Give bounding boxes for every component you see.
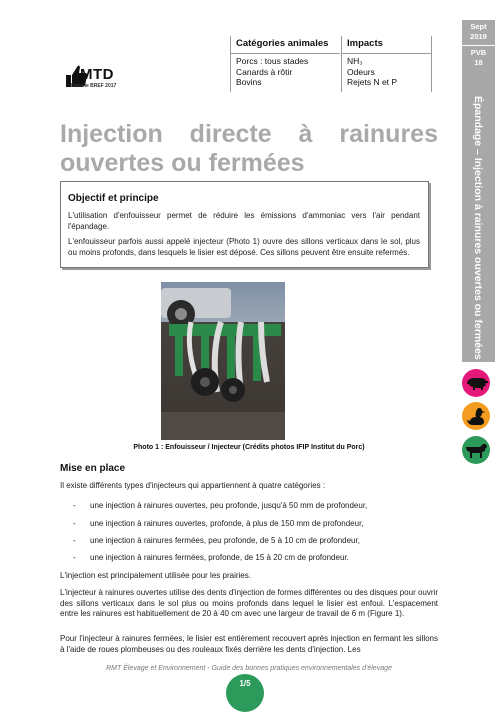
vertical-title-text: Épandage – Injection à rainures ouvertes ou fermées — [472, 96, 484, 360]
photo-caption: Photo 1 : Enfouisseur / Injecteur (Crédits photos IFIP Institut du Porc) — [133, 444, 365, 451]
logo-text: MTD — [80, 66, 114, 83]
categories-list — [236, 56, 308, 88]
code-number: 18 — [474, 58, 483, 67]
injector-photo — [161, 282, 285, 440]
impacts-list — [347, 56, 397, 88]
logo-subtitle: Dans le BREF 2017 — [71, 83, 117, 89]
code-label: PVB — [470, 48, 487, 57]
impact-item: Odeurs — [347, 66, 375, 77]
header-divider — [230, 36, 231, 92]
impact-item: NH₃ — [347, 56, 363, 66]
header-divider — [431, 36, 432, 92]
cow-icon — [462, 436, 490, 464]
section-heading: Mise en place — [60, 463, 126, 474]
bullet-dash: - — [73, 519, 76, 528]
page-title — [60, 120, 438, 178]
objective-paragraph-2: L'enfouisseur parfois aussi appelé injecteur (Photo 1) ouvre des sillons verticaux dans le sol, plus ou moins profonds, dans lesquels le lisier est déposé. Ces sillons peuvent être ensuite refermés. — [68, 237, 420, 257]
duck-icon — [462, 402, 490, 430]
date-year: 2019 — [470, 32, 487, 41]
category-item: Canards à rôtir — [236, 66, 293, 77]
paragraph-prairies: L'injection est principalement utilisée pour les prairies. — [60, 571, 251, 580]
sidebar-code — [462, 48, 495, 68]
section-intro: Il existe différents types d'injecteurs qui appartiennent à quatre catégories : — [60, 481, 326, 490]
bullet-dash: - — [73, 501, 76, 510]
sidebar-vertical-title — [472, 96, 486, 360]
date-month: Sept — [470, 22, 487, 31]
sidebar-rule — [462, 45, 495, 46]
sidebar-date — [462, 22, 495, 42]
impact-item: Rejets N et P — [347, 77, 398, 87]
impacts-title: Impacts — [347, 38, 383, 49]
bullet-item: une injection à rainures ouvertes, peu profonde, jusqu'à 50 mm de profondeur, — [90, 501, 368, 510]
page-number: 1/5 — [239, 679, 251, 688]
bullet-dash: - — [73, 553, 76, 562]
category-item: Bovins — [236, 77, 262, 87]
header-divider — [341, 36, 342, 92]
objective-heading: Objectif et principe — [68, 193, 159, 204]
page-title-line2: ouvertes ou fermées — [60, 149, 305, 177]
categories-title: Catégories animales — [236, 38, 329, 49]
footer-text: RMT Élevage et Environnement - Guide des bonnes pratiques environnementales d'élevage — [106, 665, 392, 672]
category-item: Porcs : tous stades — [236, 56, 309, 66]
bullet-item: une injection à rainures fermées, profonde, de 15 à 20 cm de profondeur. — [90, 553, 349, 562]
objective-paragraph-1: L'utilisation d'enfouisseur permet de réduire les émissions d'ammoniac vers l'air pendant l'épandage. — [68, 211, 420, 231]
page-title-line1: Injection directe à rainures — [60, 120, 438, 148]
pig-icon — [462, 369, 490, 397]
bullet-item: une injection à rainures ouvertes, profonde, à plus de 150 mm de profondeur, — [90, 519, 364, 528]
header-rule — [230, 53, 340, 54]
paragraph-fermees: Pour l'injecteur à rainures fermées, le lisier est entièrement recouvert après injection en fermant les sillons à l'aide de roues plombeuses ou des rouleaux fixés derrière les dents d'injection. Les — [60, 634, 438, 654]
bullet-item: une injection à rainures fermées, peu profonde, de 5 à 10 cm de profondeur, — [90, 536, 360, 545]
header-rule — [341, 53, 431, 54]
bullet-dash: - — [73, 536, 76, 545]
paragraph-dents: L'injecteur à rainures ouvertes utilise des dents d'injection de formes différentes ou des disques pour ouvrir des sillons verticaux dans le sol plus ou moins profonds dans lequel le lisier est enfoui. L'espacement entre les rainures est habituellement de 20 à 40 cm avec une largeur de travail de 6 m (Figure 1). — [60, 588, 438, 618]
